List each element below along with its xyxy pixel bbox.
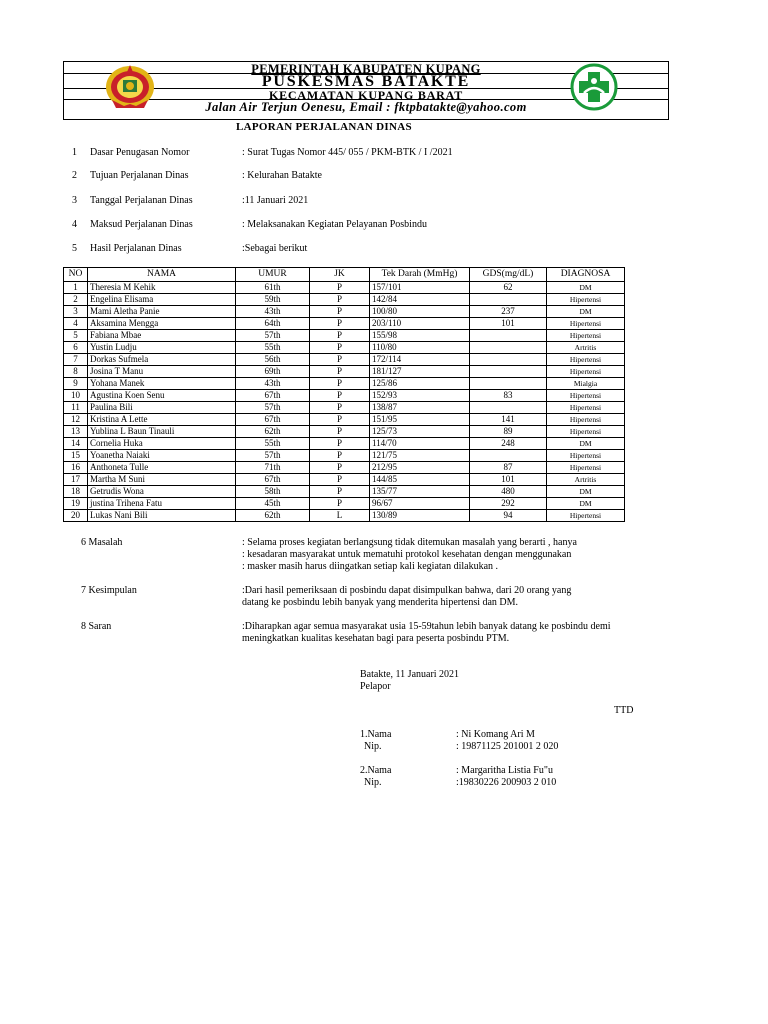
- cell-gds: [470, 294, 547, 306]
- cell-gds: 292: [470, 498, 547, 510]
- cell-gds: 62: [470, 282, 547, 294]
- patient-table: [63, 267, 625, 522]
- cell-umur: 71th: [236, 462, 310, 474]
- cell-umur: 43th: [236, 378, 310, 390]
- cell-diagnosa: Hipertensi: [547, 354, 625, 366]
- cell-no: 15: [64, 450, 88, 462]
- cell-jk: P: [310, 474, 370, 486]
- cell-gds: 141: [470, 414, 547, 426]
- place-date: Batakte, 11 Januari 2021: [360, 669, 460, 680]
- pelapor-label: Pelapor: [360, 681, 391, 692]
- cell-umur: 56th: [236, 354, 310, 366]
- cell-umur: 69th: [236, 366, 310, 378]
- info-value: : Surat Tugas Nomor 445/ 055 / PKM-BTK / I /2021: [242, 147, 453, 158]
- cell-nama: Yoanetha Naiaki: [88, 450, 236, 462]
- cell-umur: 62th: [236, 426, 310, 438]
- table-row: [64, 450, 625, 462]
- cell-tekanan-darah: 151/95: [370, 414, 470, 426]
- table-row: [64, 366, 625, 378]
- cell-umur: 67th: [236, 474, 310, 486]
- cell-nama: Anthoneta Tulle: [88, 462, 236, 474]
- cell-gds: 94: [470, 510, 547, 522]
- cell-nama: Aksamina Mengga: [88, 318, 236, 330]
- cell-nama: Engelina Elisama: [88, 294, 236, 306]
- cell-nama: Yublina L Baun Tinauli: [88, 426, 236, 438]
- cell-diagnosa: Hipertensi: [547, 414, 625, 426]
- signer-nip-label: Nip.: [364, 777, 382, 788]
- cell-diagnosa: Hipertensi: [547, 330, 625, 342]
- cell-umur: 64th: [236, 318, 310, 330]
- signer-nip-label: Nip.: [364, 741, 382, 752]
- signer-name: : Ni Komang Ari M: [456, 729, 535, 740]
- cell-umur: 57th: [236, 330, 310, 342]
- cell-gds: [470, 342, 547, 354]
- cell-diagnosa: Hipertensi: [547, 294, 625, 306]
- cell-gds: 89: [470, 426, 547, 438]
- cell-umur: 43th: [236, 306, 310, 318]
- cell-tekanan-darah: 155/98: [370, 330, 470, 342]
- cell-nama: Agustina Koen Senu: [88, 390, 236, 402]
- info-number: 4: [72, 219, 77, 230]
- signer-nip: :19830226 200903 2 010: [456, 777, 557, 788]
- masalah-line: : kesadaran masyarakat untuk mematuhi protokol kesehatan dengan menggunakan: [242, 549, 572, 560]
- table-row: [64, 342, 625, 354]
- cell-gds: [470, 378, 547, 390]
- column-header: GDS(mg/dL): [470, 268, 547, 282]
- cell-jk: P: [310, 294, 370, 306]
- table-row: [64, 438, 625, 450]
- cell-diagnosa: DM: [547, 282, 625, 294]
- info-value: :11 Januari 2021: [242, 195, 309, 206]
- cell-jk: P: [310, 354, 370, 366]
- cell-nama: Fabiana Mbae: [88, 330, 236, 342]
- cell-gds: 237: [470, 306, 547, 318]
- signer-nip: : 19871125 201001 2 020: [456, 741, 559, 752]
- signer-name-label: 2.Nama: [360, 765, 392, 776]
- cell-umur: 57th: [236, 402, 310, 414]
- table-row: [64, 354, 625, 366]
- cell-nama: Yohana Manek: [88, 378, 236, 390]
- cell-jk: P: [310, 366, 370, 378]
- table-row: [64, 294, 625, 306]
- cell-gds: [470, 402, 547, 414]
- table-row: [64, 306, 625, 318]
- column-header: NO: [64, 268, 88, 282]
- cell-no: 12: [64, 414, 88, 426]
- cell-tekanan-darah: 181/127: [370, 366, 470, 378]
- cell-umur: 67th: [236, 414, 310, 426]
- cell-diagnosa: Hipertensi: [547, 450, 625, 462]
- signer-name: : Margaritha Listia Fu"u: [456, 765, 553, 776]
- info-value: : Melaksanakan Kegiatan Pelayanan Posbindu: [242, 219, 427, 230]
- info-label: Tujuan Perjalanan Dinas: [90, 170, 189, 181]
- cell-no: 14: [64, 438, 88, 450]
- saran-line: meningkatkan kualitas kesehatan bagi para peserta posbindu PTM.: [242, 633, 510, 644]
- cell-tekanan-darah: 121/75: [370, 450, 470, 462]
- cell-nama: Josina T Manu: [88, 366, 236, 378]
- cell-nama: justina Trihena Fatu: [88, 498, 236, 510]
- cell-gds: 248: [470, 438, 547, 450]
- cell-tekanan-darah: 96/67: [370, 498, 470, 510]
- info-value: : Kelurahan Batakte: [242, 170, 322, 181]
- cell-gds: [470, 450, 547, 462]
- cell-no: 7: [64, 354, 88, 366]
- cell-jk: P: [310, 438, 370, 450]
- table-row: [64, 318, 625, 330]
- cell-jk: P: [310, 450, 370, 462]
- cell-diagnosa: Artritis: [547, 474, 625, 486]
- regency-emblem-icon: [104, 60, 156, 112]
- cell-nama: Getrudis Wona: [88, 486, 236, 498]
- cell-diagnosa: Hipertensi: [547, 366, 625, 378]
- cell-jk: P: [310, 426, 370, 438]
- cell-tekanan-darah: 144/85: [370, 474, 470, 486]
- cell-nama: Kristina A Lette: [88, 414, 236, 426]
- cell-tekanan-darah: 110/80: [370, 342, 470, 354]
- cell-nama: Yustin Ludju: [88, 342, 236, 354]
- info-number: 3: [72, 195, 77, 206]
- cell-umur: 67th: [236, 390, 310, 402]
- table-row: [64, 402, 625, 414]
- table-row: [64, 426, 625, 438]
- cell-gds: 83: [470, 390, 547, 402]
- cell-jk: P: [310, 378, 370, 390]
- info-number: 5: [72, 243, 77, 254]
- cell-gds: 480: [470, 486, 547, 498]
- cell-tekanan-darah: 142/84: [370, 294, 470, 306]
- cell-diagnosa: DM: [547, 306, 625, 318]
- signer-name-label: 1.Nama: [360, 729, 392, 740]
- cell-umur: 45th: [236, 498, 310, 510]
- table-row: [64, 474, 625, 486]
- cell-gds: [470, 366, 547, 378]
- cell-umur: 55th: [236, 438, 310, 450]
- cell-gds: [470, 330, 547, 342]
- cell-nama: Paulina Bili: [88, 402, 236, 414]
- cell-umur: 61th: [236, 282, 310, 294]
- table-row: [64, 462, 625, 474]
- cell-nama: Martha M Suni: [88, 474, 236, 486]
- cell-gds: [470, 354, 547, 366]
- cell-no: 8: [64, 366, 88, 378]
- cell-no: 2: [64, 294, 88, 306]
- cell-diagnosa: DM: [547, 438, 625, 450]
- letterhead-kecamatan: KECAMATAN KUPANG BARAT: [268, 88, 464, 102]
- cell-jk: P: [310, 390, 370, 402]
- cell-diagnosa: Artritis: [547, 342, 625, 354]
- cell-jk: P: [310, 486, 370, 498]
- column-header: JK: [310, 268, 370, 282]
- table-row: [64, 282, 625, 294]
- cell-nama: Lukas Nani Bili: [88, 510, 236, 522]
- cell-tekanan-darah: 152/93: [370, 390, 470, 402]
- table-row: [64, 390, 625, 402]
- cell-jk: P: [310, 498, 370, 510]
- info-value: :Sebagai berikut: [242, 243, 308, 254]
- cell-no: 18: [64, 486, 88, 498]
- cell-jk: P: [310, 330, 370, 342]
- cell-tekanan-darah: 130/89: [370, 510, 470, 522]
- cell-no: 9: [64, 378, 88, 390]
- cell-tekanan-darah: 157/101: [370, 282, 470, 294]
- cell-diagnosa: DM: [547, 498, 625, 510]
- cell-diagnosa: Hipertensi: [547, 402, 625, 414]
- cell-no: 5: [64, 330, 88, 342]
- cell-no: 17: [64, 474, 88, 486]
- cell-umur: 58th: [236, 486, 310, 498]
- cell-diagnosa: Mialgia: [547, 378, 625, 390]
- cell-diagnosa: Hipertensi: [547, 318, 625, 330]
- info-label: Hasil Perjalanan Dinas: [90, 243, 182, 254]
- cell-tekanan-darah: 172/114: [370, 354, 470, 366]
- cell-umur: 55th: [236, 342, 310, 354]
- puskesmas-cross-icon: [570, 63, 618, 111]
- cell-nama: Mami Aletha Panie: [88, 306, 236, 318]
- cell-no: 16: [64, 462, 88, 474]
- cell-jk: P: [310, 282, 370, 294]
- table-row: [64, 486, 625, 498]
- info-number: 2: [72, 170, 77, 181]
- cell-jk: P: [310, 402, 370, 414]
- cell-no: 1: [64, 282, 88, 294]
- cell-no: 11: [64, 402, 88, 414]
- cell-tekanan-darah: 138/87: [370, 402, 470, 414]
- cell-diagnosa: Hipertensi: [547, 426, 625, 438]
- cell-nama: Dorkas Sufmela: [88, 354, 236, 366]
- cell-diagnosa: Hipertensi: [547, 462, 625, 474]
- cell-no: 19: [64, 498, 88, 510]
- document-title: LAPORAN PERJALANAN DINAS: [236, 121, 412, 133]
- cell-no: 3: [64, 306, 88, 318]
- cell-gds: 101: [470, 474, 547, 486]
- cell-no: 4: [64, 318, 88, 330]
- info-label: Dasar Penugasan Nomor: [90, 147, 190, 158]
- cell-no: 10: [64, 390, 88, 402]
- cell-no: 6: [64, 342, 88, 354]
- table-row: [64, 414, 625, 426]
- column-header: UMUR: [236, 268, 310, 282]
- cell-tekanan-darah: 100/80: [370, 306, 470, 318]
- table-header-row: [64, 268, 625, 282]
- cell-jk: P: [310, 318, 370, 330]
- cell-umur: 57th: [236, 450, 310, 462]
- table-body: [64, 282, 625, 522]
- cell-no: 20: [64, 510, 88, 522]
- info-label: Tanggal Perjalanan Dinas: [90, 195, 193, 206]
- masalah-label: 6 Masalah: [81, 537, 123, 548]
- cell-jk: P: [310, 342, 370, 354]
- info-number: 1: [72, 147, 77, 158]
- cell-tekanan-darah: 203/110: [370, 318, 470, 330]
- letterhead-government: PEMERINTAH KABUPATEN KUPANG: [251, 62, 481, 76]
- table-row: [64, 498, 625, 510]
- cell-diagnosa: Hipertensi: [547, 390, 625, 402]
- cell-tekanan-darah: 135/77: [370, 486, 470, 498]
- cell-no: 13: [64, 426, 88, 438]
- cell-jk: P: [310, 462, 370, 474]
- cell-jk: P: [310, 414, 370, 426]
- letterhead-address: Jalan Air Terjun Oenesu, Email : fktpbatakte@yahoo.com: [205, 100, 527, 114]
- cell-gds: 101: [470, 318, 547, 330]
- table-row: [64, 378, 625, 390]
- cell-diagnosa: DM: [547, 486, 625, 498]
- cell-jk: P: [310, 306, 370, 318]
- kesimpulan-line: datang ke posbindu lebih banyak yang menderita hipertensi dan DM.: [242, 597, 519, 608]
- kesimpulan-label: 7 Kesimpulan: [81, 585, 137, 596]
- cell-umur: 62th: [236, 510, 310, 522]
- cell-nama: Cornelia Huka: [88, 438, 236, 450]
- kesimpulan-line: :Dari hasil pemeriksaan di posbindu dapat disimpulkan bahwa, dari 20 orang yang: [242, 585, 572, 596]
- cell-jk: L: [310, 510, 370, 522]
- masalah-line: : Selama proses kegiatan berlangsung tidak ditemukan masalah yang berarti , hanya: [242, 537, 577, 548]
- column-header: NAMA: [88, 268, 236, 282]
- table-row: [64, 330, 625, 342]
- cell-umur: 59th: [236, 294, 310, 306]
- ttd-label: TTD: [614, 705, 634, 716]
- letterhead-puskesmas: PUSKESMAS BATAKTE: [261, 73, 471, 90]
- info-label: Maksud Perjalanan Dinas: [90, 219, 193, 230]
- cell-tekanan-darah: 125/86: [370, 378, 470, 390]
- table-row: [64, 510, 625, 522]
- cell-tekanan-darah: 125/73: [370, 426, 470, 438]
- saran-line: :Diharapkan agar semua masyarakat usia 15-59tahun lebih banyak datang ke posbindu demi: [242, 621, 611, 632]
- column-header: DIAGNOSA: [547, 268, 625, 282]
- masalah-line: : masker masih harus diingatkan setiap kali kegiatan dilakukan .: [242, 561, 499, 572]
- column-header: Tek Darah (MmHg): [370, 268, 470, 282]
- cell-diagnosa: Hipertensi: [547, 510, 625, 522]
- cell-nama: Theresia M Kehik: [88, 282, 236, 294]
- saran-label: 8 Saran: [81, 621, 112, 632]
- cell-tekanan-darah: 212/95: [370, 462, 470, 474]
- cell-tekanan-darah: 114/70: [370, 438, 470, 450]
- cell-gds: 87: [470, 462, 547, 474]
